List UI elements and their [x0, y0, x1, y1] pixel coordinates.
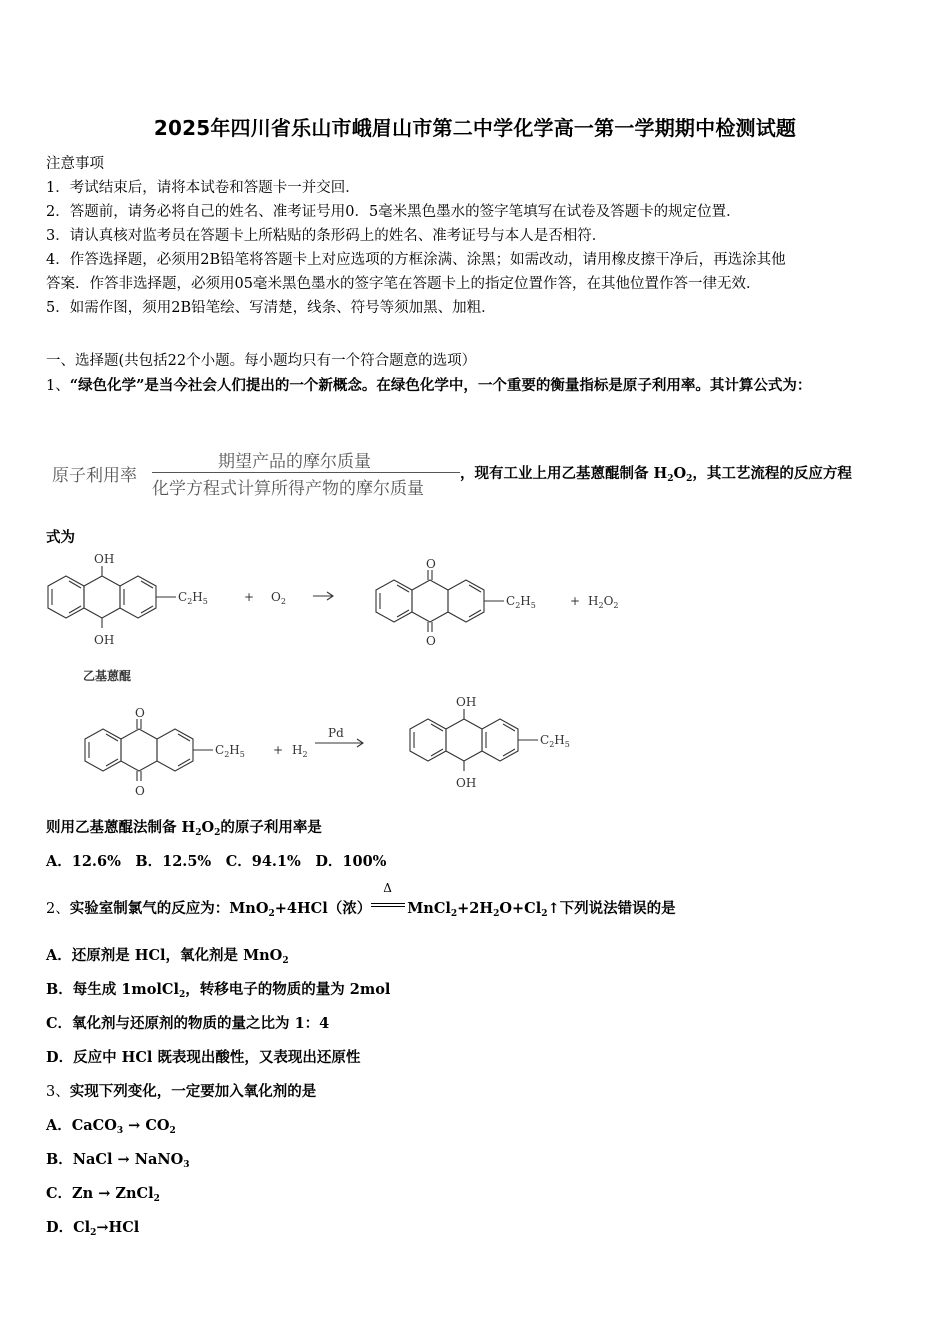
question-1-stem [46, 374, 811, 395]
hydrogen-peroxide-label: $H_2O_2$ [588, 594, 619, 610]
reaction-scheme [30, 552, 650, 807]
oh-label: OH [456, 776, 477, 790]
ethyl-label: $C_2H_5$ [506, 594, 536, 610]
formula-trailing-text: ，现有工业上用乙基蒽醌制备 $H_2O_2$，其工艺流程的反应方程 [460, 465, 852, 484]
formula-numerator: 期望产品的摩尔质量 [218, 452, 371, 472]
option-b: B．NaCl → NaNO$_3$ [46, 1151, 190, 1170]
question-text: “绿色化学”是当今社会人们提出的一个新概念。在绿色化学中，一个重要的衡量指标是原子利用率。其计算公式为： [69, 377, 812, 394]
ethylanthrahydroquinone-structure [410, 709, 538, 771]
notice-item: 5．如需作图，须用2B铅笔绘、写清楚，线条、符号等须加黑、加粗． [46, 300, 496, 316]
page-title: 2025年四川省乐山市峨眉山市第二中学化学高一第一学期期中检测试题 [153, 116, 797, 140]
plus-sign: + [244, 590, 255, 604]
o-label: O [426, 557, 436, 571]
plus-sign: + [273, 743, 284, 757]
option-a: A．还原剂是 HCl，氧化剂是 MnO$_2$ [46, 947, 289, 966]
oh-label: OH [94, 633, 115, 647]
ethyl-label: $C_2H_5$ [215, 743, 245, 759]
hydrogen-label: $H_2$ [292, 743, 308, 759]
question-1-ask: 则用乙基蒽醌法制备 $H_2O_2$的原子利用率是 [46, 819, 322, 838]
notice-item: 答案．作答非选择题，必须用05毫米黑色墨水的签字笔在答题卡上的指定位置作答，在其他位置作答一律无效． [46, 276, 761, 292]
ethylanthraquinone-structure [376, 570, 504, 632]
notice-item: 2．答题前，请务必将自己的姓名、准考证号用0．5毫米黑色墨水的签字笔填写在试卷及答题卡的规定位置． [46, 204, 741, 220]
oxygen-label: $O_2$ [271, 590, 286, 606]
question-1-options: A．12.6% B．12.5% C．94.1% D．100% [46, 853, 387, 870]
formula-label: 原子利用率 [52, 466, 137, 486]
notice-block [46, 152, 786, 320]
ethylanthrahydroquinone-structure [48, 566, 176, 628]
compound-name: 乙基蒽醌 [83, 669, 132, 683]
oh-label: OH [94, 552, 115, 566]
option-d: D．反应中 HCl 既表现出酸性，又表现出还原性 [46, 1049, 361, 1066]
question-2-stem: 2、实验室制氯气的反应为：MnO$_2$+4HCl（浓） Δ $MnCl_2+2H_2O+Cl_2↑$下列说法错误的是 [46, 881, 676, 919]
ethyl-label: $C_2H_5$ [540, 733, 570, 749]
catalyst-label: Pd [328, 726, 344, 740]
o-label: O [135, 706, 145, 720]
question-3-stem: 3、实现下列变化，一定要加入氧化剂的是 [46, 1083, 317, 1100]
formula-denominator: 化学方程式计算所得产物的摩尔质量 [152, 479, 424, 499]
ethylanthraquinone-structure [85, 719, 213, 781]
option-c: C．氧化剂与还原剂的物质的量之比为 1：4 [46, 1015, 330, 1032]
notice-item: 1．考试结束后，请将本试卷和答题卡一并交回． [46, 180, 360, 196]
o-label: O [426, 634, 436, 648]
formula-trailing-line: 式为 [46, 529, 75, 546]
section-heading: 一、选择题(共包括22个小题。每小题均只有一个符合题意的选项） [46, 353, 477, 369]
heating-condition-sign: Δ [371, 899, 407, 913]
fraction-bar [152, 472, 460, 473]
option-d: D．$Cl_2\to HCl$ [46, 1219, 140, 1238]
o-label: O [135, 784, 145, 798]
notice-item: 3．请认真核对监考员在答题卡上所粘贴的条形码上的姓名、准考证号与本人是否相符． [46, 228, 607, 244]
plus-sign: + [570, 594, 581, 608]
notice-heading: 注意事项 [46, 156, 104, 172]
oh-label: OH [456, 695, 477, 709]
question-number: 1、 [46, 378, 70, 394]
ethyl-label: $C_2H_5$ [178, 590, 208, 606]
option-a: A．CaCO$_3$ → $CO_2$ [46, 1117, 176, 1136]
option-c: C．Zn → ZnCl$_2$ [46, 1185, 160, 1204]
notice-item: 4．作答选择题，必须用2B铅笔将答题卡上对应选项的方框涂满、涂黑；如需改动，请用橡皮擦干净后，再选涂其他 [46, 252, 786, 268]
option-b: B．每生成 1molCl$_2$，转移电子的物质的量为 2mol [46, 981, 391, 1000]
